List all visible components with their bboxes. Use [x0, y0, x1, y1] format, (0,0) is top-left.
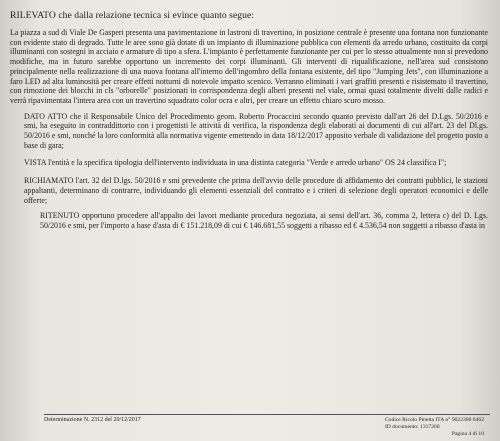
determination-number: Determinazione N. 2312 del 20/12/2017 [44, 417, 141, 423]
footer-document-id: ID documento: 1317268 [384, 423, 440, 430]
section-heading: RILEVATO che dalla relazione tecnica si evince quanto segue: [10, 10, 254, 21]
vista-paragraph: VISTA l'entità e la specifica tipologia dell'intervento individuata in una distinta categoria "Verde e arredo urbano" OS 24 classifica I"; [24, 158, 447, 168]
ritenuto-paragraph: RITENUTO opportuno procedere all'appalto dei lavori mediante procedura negoziata, ai sensi dell'art. 36, comma 2, lettera c) del D. Lgs. 50/2016 e smi, per l'importo a base d'asta di € 151.218,09 di cui € 146.681,55 soggetti a ribasso ed € 4.536,54 non soggetti a ribasso d'asta in [40, 211, 488, 230]
technical-report-paragraph: La piazza a sud di Viale De Gasperi presenta una pavimentazione in lastroni di travertino, in posizione centrale è presente una fontana non funzionante con evidente stato di degrado. Tutte le aree sono già dotate di un impianto di illuminazione pubblica con elementi da arredo urbano, costituito da corpi illuminanti con sostegni in acciaio e armature di tipo a sfera. L'impianto è perfettamente funzionante per cui per lo stesso attualmente non si prevedono modifiche, ma in futuro sarebbe opportuno un incremento dei corpi illuminanti. Gli interventi di riqualificazione, nell'area sud consistono principalmente nella realizzazione di una nuova fontana all'interno dell'ingombro della fontana esistente, del tipo "Jumping Jets", con illuminazione a faro LED ad alta luminosità per creare effetti notturni di notevole impatto scenico. Verranno eliminati i vari graffiti presenti e risistemato il travertino, con rimozione dei blocchi in cls "orborelle" posizionati in corrispondenza degli alberi presenti nel viale, ormai quasi totalmente divelti dalle radici e verrà ripavimentata l'intera area con un travertino squadrato color ocra e altri, per creare un effetto chiaro scuro mosso. [10, 28, 488, 105]
dato-atto-paragraph: DATO ATTO che il Responsabile Unico del Procedimento geom. Roberto Procaccini secondo quanto previsto dall'art 26 del D.Lgs. 50/2016 e smi, ha eseguito in contraddittorio con i progettisti le attività di verifica, la rispondenza degli elaborati ai documenti di cui all'art. 23 del Dl.gs. 50/2016 e smi, nonché la loro conformità alla normativa vigente emettendo in data 18/12/2017 apposito verbale di validazione del progetto posto a base di gara; [24, 111, 488, 150]
page-footer [44, 414, 490, 438]
footer-cig: Codice Ricolo Pinetta ITA n° 9022300 6462 [384, 417, 484, 423]
footer-metadata [385, 417, 484, 438]
page-number: Pagina 4 di 10 [451, 431, 484, 437]
richiamato-paragraph: RICHIAMATO l'art. 32 del D.lgs. 50/2016 e smi prevedente che prima dell'avvio delle procedure di affidamento dei contratti pubblici, le stazioni appaltanti, determinano di contrarre, individuando gli elementi essenziali del contratto e i criteri di selezione degli operatori economici e delle offerte; [24, 176, 488, 205]
